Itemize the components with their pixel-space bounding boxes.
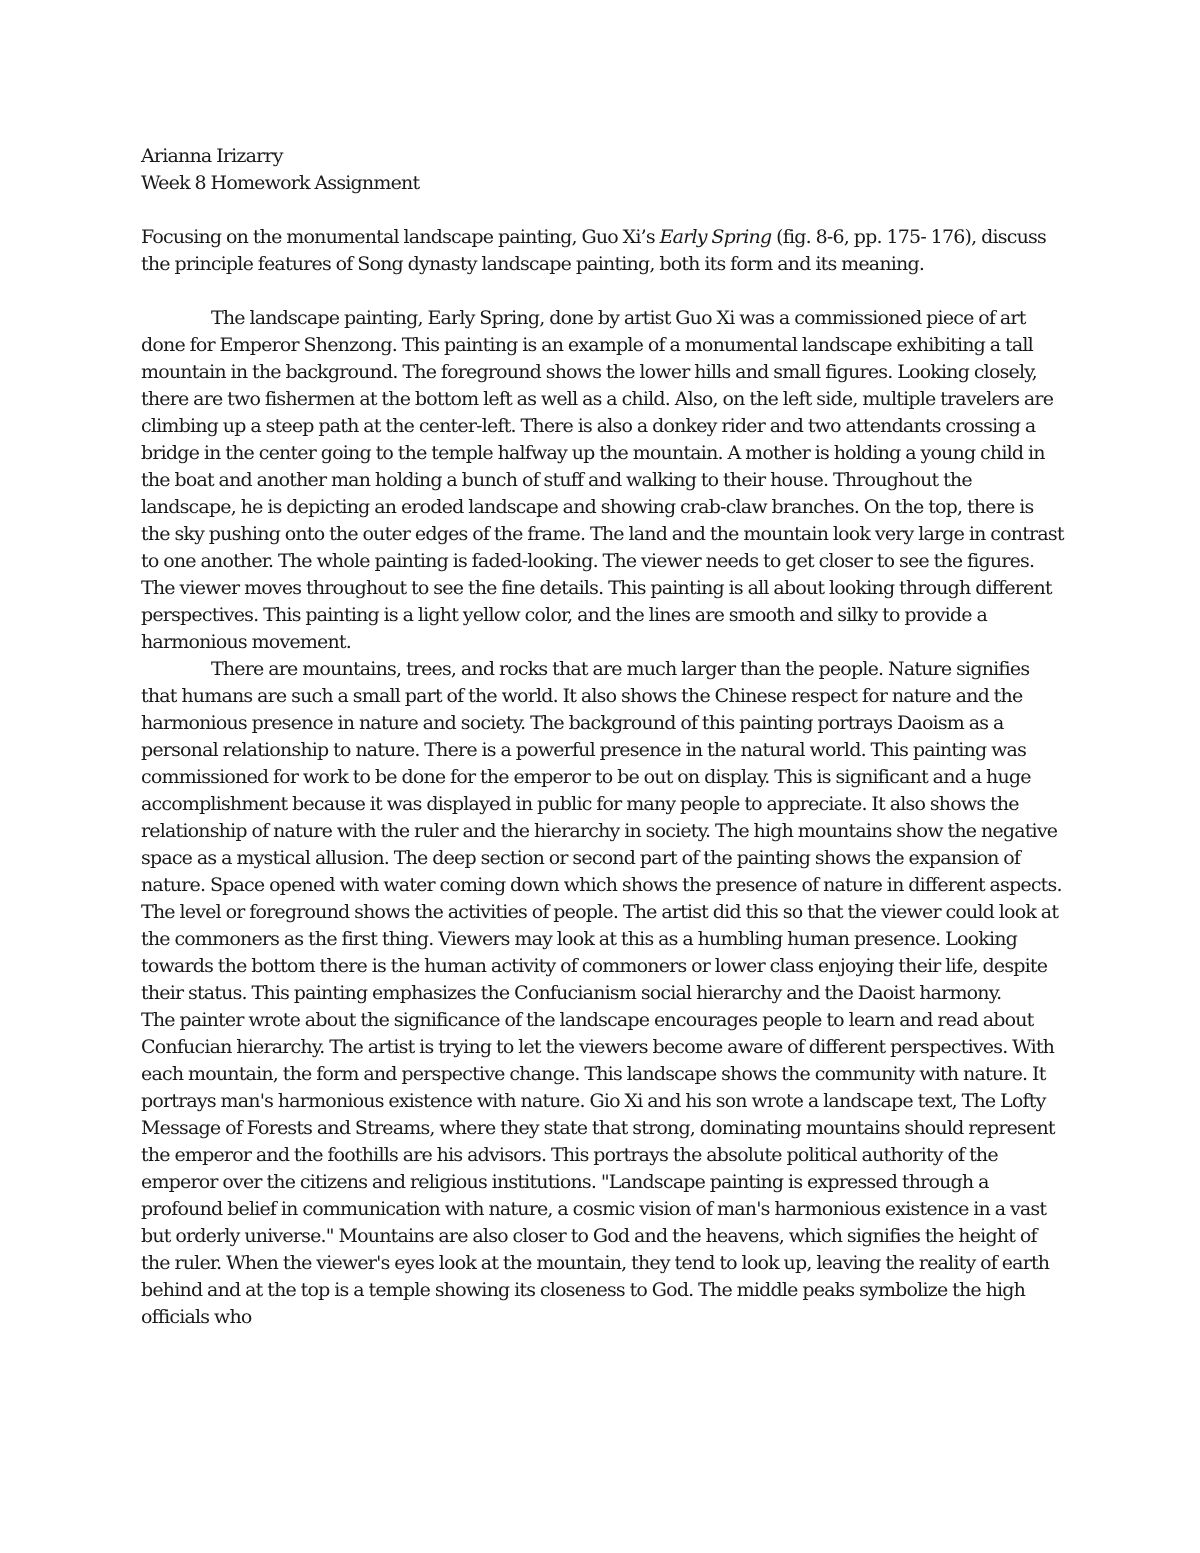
body-paragraph-2: There are mountains, trees, and rocks that are much larger than the people. Nature signifies that humans are such a small part of the world. It also shows the Chinese respect for nature and the harmonious presence in nature and society. The background of this painting portrays Daoism as a personal relationship to nature. There is a powerful presence in the natural world. This painting was commissioned for work to be done for the emperor to be out on display. This is significant and a huge accomplishment because it was displayed in public for many people to appreciate. It also shows the relationship of nature with the ruler and the hierarchy in society. The high mountains show the negative space as a mystical allusion. The deep section or second part of the painting shows the expansion of nature. Space opened with water coming down which shows the presence of nature in different aspects. The level or foreground shows the activities of people. The artist did this so that the viewer could look at the commoners as the first thing. Viewers may look at this as a humbling human presence. Looking towards the bottom there is the human activity of commoners or lower class enjoying their life, despite their status. This painting emphasizes the Confucianism social hierarchy and the Daoist harmony. — [141, 658, 1062, 1004]
document-content — [141, 143, 1066, 1331]
body-paragraph-3: The painter wrote about the significance of the landscape encourages people to learn and read about Confucian hierarchy. The artist is trying to let the viewers become aware of different perspectives. With each mountain, the form and perspective change. This landscape shows the community with nature. It portrays man's harmonious existence with nature. Gio Xi and his son wrote a landscape text, The Lofty Message of Forests and Streams, where they state that strong, dominating mountains should represent the emperor and the foothills are his advisors. This portrays the absolute political authority of the emperor over the citizens and religious institutions. "Landscape painting is expressed through a profound belief in communication with nature, a cosmic vision of man's harmonious existence in a vast but orderly universe." Mountains are also closer to God and the heavens, which signifies the height of the ruler. When the viewer's eyes look at the mountain, they tend to look up, leaving the reality of earth behind and at the top is a temple showing its closeness to God. The middle peaks symbolize the high officials who — [141, 1009, 1055, 1328]
assignment-prompt — [141, 224, 1066, 278]
assignment-title: Week 8 Homework Assignment — [141, 172, 420, 194]
painting-title: Early Spring — [659, 226, 772, 248]
prompt-text-before: Focusing on the monumental landscape painting, Guo Xi’s — [141, 226, 660, 248]
body-paragraph-1: The landscape painting, Early Spring, done by artist Guo Xi was a commissioned piece of art done for Emperor Shenzong. This painting is an example of a monumental landscape exhibiting a tall mountain in the background. The foreground shows the lower hills and small figures. Looking closely, there are two fishermen at the bottom left as well as a child. Also, on the left side, multiple travelers are climbing up a steep path at the center-left. There is also a donkey rider and two attendants crossing a bridge in the center going to the temple halfway up the mountain. A mother is holding a young child in the boat and another man holding a bunch of stuff and walking to their house. Throughout the landscape, he is depicting an eroded landscape and showing crab-claw branches. On the top, there is the sky pushing onto the outer edges of the frame. The land and the mountain look very large in contrast to one another. The whole painting is faded-looking. The viewer needs to get closer to see the figures. The viewer moves throughout to see the fine details. This painting is all about looking through different perspectives. This painting is a light yellow color, and the lines are smooth and silky to provide a harmonious movement. — [141, 307, 1064, 653]
author-name: Arianna Irizarry — [141, 145, 283, 167]
prompt-text-after: (fig. 8-6, pp. 175- 176), discuss the principle features of Song dynasty landscape painting, both its form and its meaning. — [141, 226, 1046, 275]
